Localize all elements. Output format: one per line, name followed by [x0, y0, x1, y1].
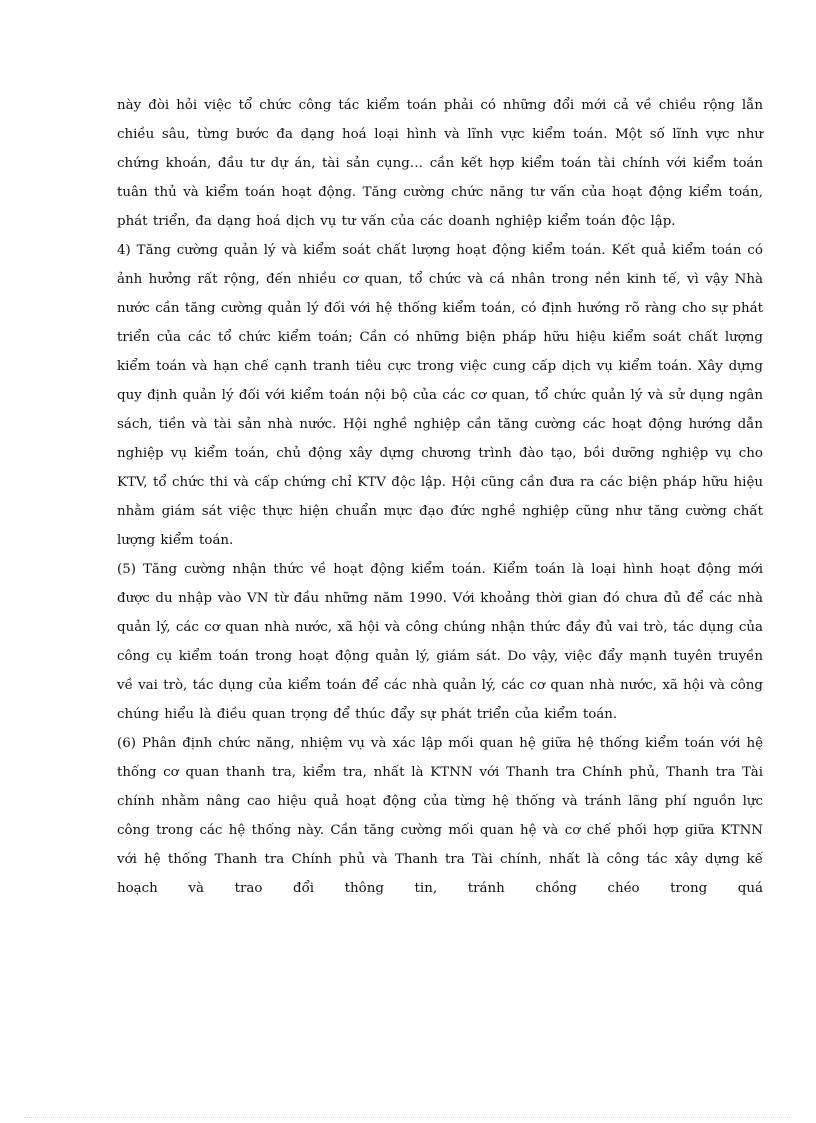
document-body: [117, 91, 763, 903]
paragraph-intro-continuation: này đòi hỏi việc tổ chức công tác kiểm toán phải có những đổi mới cả về chiều rộng lẫn chiều sâu, từng bước đa dạng hoá loại hình và lĩnh vực kiểm toán. Một số lĩnh vực như chứng khoán, đầu tư dự án, tài sản cụng… cần kết hợp kiểm toán tài chính với kiểm toán tuân thủ và kiểm toán hoạt động. Tăng cường chức năng tư vấn của hoạt động kiểm toán, phát triển, đa dạng hoá dịch vụ tư vấn của các doanh nghiệp kiểm toán độc lập.: [117, 98, 763, 229]
paragraph-inspection-relations: (6) Phân định chức năng, nhiệm vụ và xác lập mối quan hệ giữa hệ thống kiểm toán với hệ thống cơ quan thanh tra, kiểm tra, nhất là KTNN với Thanh tra Chính phủ, Thanh tra Tài chính nhằm nâng cao hiệu quả hoạt động của từng hệ thống và tránh lãng phí nguồn lực công trong các hệ thống này. Cần tăng cường mối quan hệ và cơ chế phối hợp giữa KTNN với hệ thống Thanh tra Chính phủ và Thanh tra Tài chính, nhất là công tác xây dựng kế hoạch và trao đổi thông tin, tránh chồng chéo trong quá: [117, 736, 763, 896]
page-bottom-divider: [24, 1117, 792, 1118]
paragraph-awareness: (5) Tăng cường nhận thức về hoạt động kiểm toán. Kiểm toán là loại hình hoạt động mới được du nhập vào VN từ đầu những năm 1990. Với khoảng thời gian đó chưa đủ để các nhà quản lý, các cơ quan nhà nước, xã hội và công chúng nhận thức đầy đủ vai trò, tác dụng của công cụ kiểm toán trong hoạt động quản lý, giám sát. Do vậy, việc đẩy mạnh tuyên truyền về vai trò, tác dụng của kiểm toán để các nhà quản lý, các cơ quan nhà nước, xã hội và công chúng hiểu là điều quan trọng để thúc đẩy sự phát triển của kiểm toán.: [117, 562, 763, 722]
paragraph-quality-control: 4) Tăng cường quản lý và kiểm soát chất lượng hoạt động kiểm toán. Kết quả kiểm toán có ảnh hưởng rất rộng, đến nhiều cơ quan, tổ chức và cá nhân trong nền kinh tế, vì vậy Nhà nước cần tăng cường quản lý đối với hệ thống kiểm toán, có định hướng rõ ràng cho sự phát triển của các tổ chức kiểm toán; Cần có những biện pháp hữu hiệu kiểm soát chất lượng kiểm toán và hạn chế cạnh tranh tiêu cực trong việc cung cấp dịch vụ kiểm toán. Xây dựng quy định quản lý đối với kiểm toán nội bộ của các cơ quan, tổ chức quản lý và sử dụng ngân sách, tiền và tài sản nhà nước. Hội nghề nghiệp cần tăng cường các hoạt động hướng dẫn nghiệp vụ kiểm toán, chủ động xây dựng chương trình đào tạo, bồi dưỡng nghiệp vụ cho KTV, tổ chức thi và cấp chứng chỉ KTV độc lập. Hội cũng cần đưa ra các biện pháp hữu hiệu nhằm giám sát việc thực hiện chuẩn mực đạo đức nghề nghiệp cũng như tăng cường chất lượng kiểm toán.: [117, 243, 763, 548]
